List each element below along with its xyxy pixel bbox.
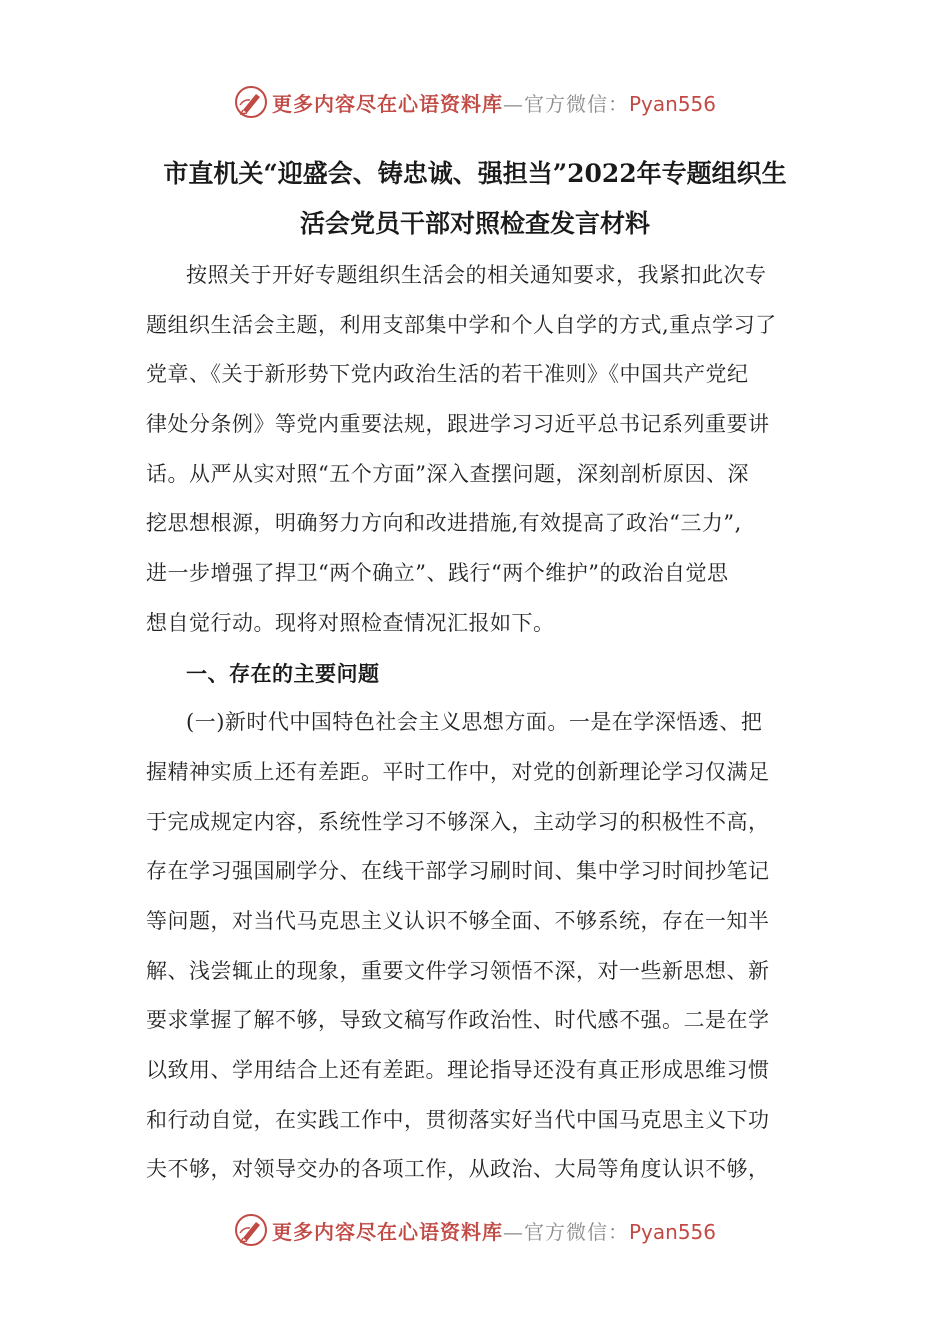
paragraph-line: 等问题，对当代马克思主义认识不够全面、不够系统，存在一知半 — [146, 908, 770, 933]
paragraph-line: 进一步增强了捍卫“两个确立”、践行“两个维护”的政治自觉思 — [146, 561, 729, 586]
pen-logo-icon — [234, 85, 268, 119]
paragraph-line: 按照关于开好专题组织生活会的相关通知要求，我紧扣此次专 — [186, 263, 767, 287]
section-heading: 一、存在的主要问题 — [186, 660, 380, 686]
paragraph-line: (一)新时代中国特色社会主义思想方面。一是在学深悟透、把 — [186, 710, 763, 735]
document-title-line-2: 活会党员干部对照检查发言材料 — [299, 209, 650, 238]
paragraph-line: 题组织生活会主题，利用支部集中学和个人自学的方式,重点学习了 — [146, 312, 777, 337]
paragraph-line: 存在学习强国刷学分、在线干部学习刷时间、集中学习时间抄笔记 — [146, 859, 770, 884]
watermark-dash: — — [502, 1219, 524, 1244]
header-watermark — [0, 84, 950, 120]
paragraph-line: 夫不够，对领导交办的各项工作，从政治、大局等角度认识不够， — [146, 1157, 770, 1182]
paragraph-line: 以致用、学用结合上还有差距。理论指导还没有真正形成思维习惯 — [146, 1058, 770, 1082]
watermark-wechat-id: Pyan556 — [628, 91, 716, 116]
paragraph-line: 党章、《关于新形势下党内政治生活的若干准则》《中国共产党纪 — [146, 362, 749, 387]
paragraph-line: 挖思想根源，明确努力方向和改进措施,有效提高了政治“三力”, — [146, 511, 742, 536]
paragraph-line: 想自觉行动。现将对照检查情况汇报如下。 — [146, 610, 555, 635]
watermark-text — [272, 88, 716, 117]
paragraph-line: 话。从严从实对照“五个方面”深入查摆问题，深刻剖析原因、深 — [146, 461, 749, 486]
paragraph-line: 和行动自觉，在实践工作中，贯彻落实好当代中国马克思主义下功 — [146, 1107, 770, 1132]
document-title-line-1: 市直机关“迎盛会、铸忠诚、强担当”2022年专题组织生 — [163, 159, 787, 188]
watermark-label: 官方微信： — [523, 1219, 629, 1244]
watermark-dash: — — [502, 91, 524, 116]
watermark-text — [272, 1216, 716, 1245]
watermark-lead: 更多内容尽在心语资料库 — [271, 1219, 503, 1244]
pen-logo-icon — [234, 1213, 268, 1247]
watermark-lead: 更多内容尽在心语资料库 — [271, 91, 503, 116]
watermark-label: 官方微信： — [523, 91, 629, 116]
paragraph-line: 律处分条例》等党内重要法规，跟进学习习近平总书记系列重要讲 — [146, 412, 770, 437]
paragraph-line: 解、浅尝辄止的现象，重要文件学习领悟不深，对一些新思想、新 — [146, 958, 770, 983]
paragraph-line: 于完成规定内容，系统性学习不够深入，主动学习的积极性不高， — [146, 809, 770, 834]
footer-watermark — [0, 1212, 950, 1248]
watermark-wechat-id: Pyan556 — [628, 1219, 716, 1244]
paragraph-line: 要求掌握了解不够，导致文稿写作政治性、时代感不强。二是在学 — [146, 1008, 770, 1033]
paragraph-line: 握精神实质上还有差距。平时工作中，对党的创新理论学习仅满足 — [146, 759, 770, 784]
document-body — [146, 251, 794, 1195]
